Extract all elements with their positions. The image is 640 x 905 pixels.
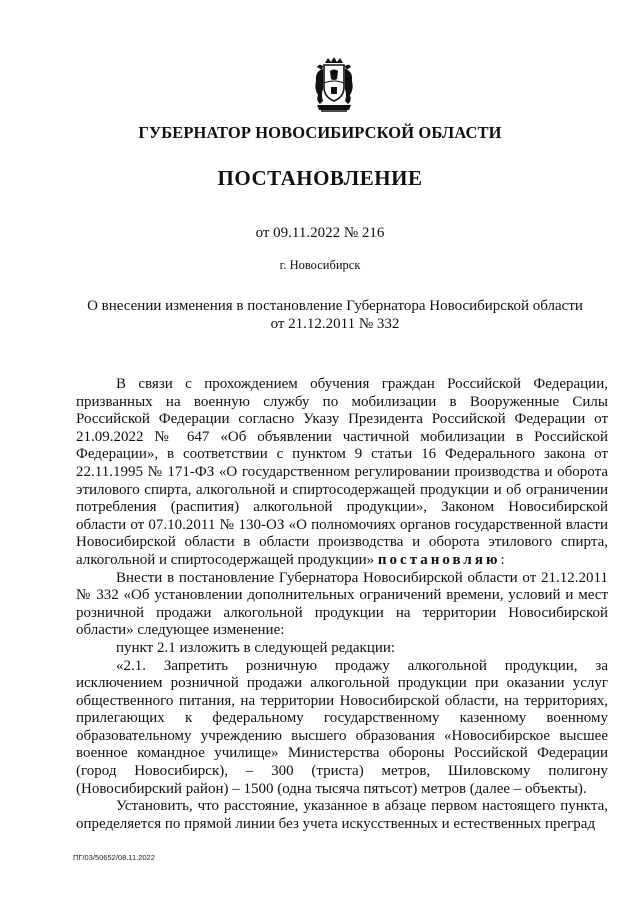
amendment-paragraph: Внести в постановление Губернатора Новосибирской области от 21.12.2011 № 332 «Об установлении дополнительных ограничений времени, условий и мест розничной продажи алкогольной продукции на территории Новосибирской области» следующее изменение: <box>76 569 608 639</box>
document-footer-code: ПГ/03/50652/08.11.2022 <box>73 853 155 862</box>
subject-line-2: от 21.12.2011 № 332 <box>270 316 400 332</box>
preamble-colon: : <box>500 551 505 568</box>
preamble-text: В связи с прохождением обучения граждан Российской Федерации, призванных на военную службу по мобилизации в Вооруженные Силы Российской Федерации согласно Указу Президента Российской Федерации от 21.09.2022 № 647 «Об объявлении частичной мобилизации в Российской Федерации», в соответствии с пунктом 9 статьи 16 Федерального закона от 22.11.1995 № 171-ФЗ «О государственном регулировании производства и оборота этилового спирта, алкогольной и спиртосодержащей продукции и об ограничении потребления (распития) алкогольной продукции», Законом Новосибирской области от 07.10.2011 № 130-ОЗ «О полномочиях органов государственной власти Новосибирской области в области производства и оборота этилового спирта, алкогольной и спиртосодержащей продукции» <box>76 376 608 568</box>
issuing-authority: ГУБЕРНАТОР НОВОСИБИРСКОЙ ОБЛАСТИ <box>138 123 502 142</box>
document-subject <box>70 297 600 333</box>
clause-text-paragraph: «2.1. Запретить розничную продажу алкогольной продукции, за исключением розничной продажи алкогольной продукции при оказании услуг общественного питания, на территории Новосибирской области, на территориях, прилегающих к федеральному государственному казенному военному образовательному учреждению высшего образования «Новосибирское высшее военное командное училище» Министерства обороны Российской Федерации (город Новосибирск), – 300 (триста) метров, Шиловскому полигону (Новосибирский район) – 1500 (одна тысяча пятьсот) метров (далее – объекты). <box>76 657 608 797</box>
novosibirsk-coat-of-arms-icon <box>311 57 357 113</box>
subject-line-1: О внесении изменения в постановление Губернатора Новосибирской области <box>87 298 583 314</box>
document-date-number: от 09.11.2022 № 216 <box>255 225 385 241</box>
clause-instruction-paragraph: пункт 2.1 изложить в следующей редакции: <box>116 639 396 656</box>
decree-word: постановляю <box>377 551 501 568</box>
document-body <box>76 376 608 833</box>
distance-paragraph: Установить, что расстояние, указанное в абзаце первом настоящего пункта, определяется по прямой линии без учета искусственных и естественных преград <box>76 798 608 832</box>
document-city: г. Новосибирск <box>279 258 361 272</box>
preamble-paragraph <box>76 376 608 570</box>
document-type-title: ПОСТАНОВЛЕНИЕ <box>217 166 423 190</box>
